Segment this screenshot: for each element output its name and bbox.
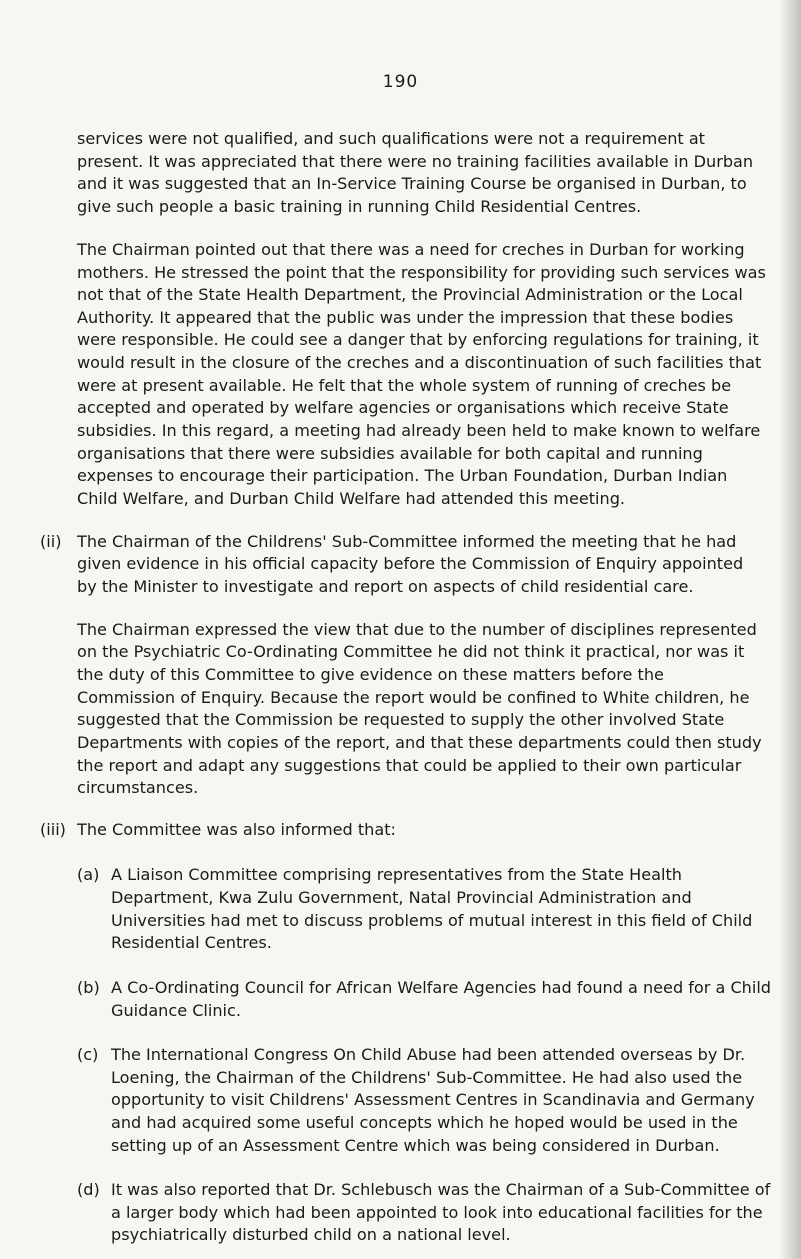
page-edge-shadow <box>779 0 801 1259</box>
item-label-iii: (iii) <box>40 820 66 840</box>
sub-item-text-a: A Liaison Committee comprising representatives from the State Health Department, Kwa Zulu Government, Natal Provincial Administration and Universities had met to discuss problems of mutual interest in this field of Child Residential Centres. <box>111 865 753 953</box>
sub-item-text-d: It was also reported that Dr. Schlebusch was the Chairman of a Sub-Committee of a larger body which had been appointed to look into educational facilities for the psychiatrically disturbed child on a national level. <box>111 1179 771 1245</box>
sub-item-text-c: The International Congress On Child Abuse had been attended overseas by Dr. Loening, the Chairman of the Childrens' Sub-Committee. He had also used the opportunity to visit Childrens' Assessment Centres in Scandinavia and Germany and had acquired some useful concepts which he hoped would be used in the setting up of an Assessment Centre which was being considered in Durban. <box>111 1045 755 1155</box>
paragraph-training: services were not qualified, and such qualifications were not a requirement at present. It was appreciated that there were no training facilities available in Durban and it was suggested that an In-Service Training Course be organised in Durban, to give such people a basic training in running Child Residential Centres. <box>77 129 754 216</box>
sub-item-label-d: (d) <box>77 1179 100 1199</box>
item-label-ii: (ii) <box>40 531 62 551</box>
page-number: 190 <box>382 72 419 92</box>
paragraph-creches: The Chairman pointed out that there was a need for creches in Durban for working mothers. He stressed the point that the responsibility for providing such services was not that of the State Health Department, the Provincial Administration or the Local Authority. It appeared that the public was under the impression that these bodies were responsible. He could see a danger that by enforcing regulations for training, it would result in the closure of the creches and a discontinuation of such facilities that were at present available. He felt that the whole system of running of creches be accepted and operated by welfare agencies or organisations which receive State subsidies. In this regard, a meeting had already been held to make known to welfare organisations that there were subsidies available for both capital and running expenses to encourage their participation. The Urban Foundation, Durban Indian Child Welfare, and Durban Child Welfare had attended this meeting. <box>77 239 766 509</box>
sub-item-label-c: (c) <box>77 1045 99 1065</box>
sub-item-label-b: (b) <box>77 978 100 998</box>
sub-item-text-b: A Co-Ordinating Council for African Welfare Agencies had found a need for a Child Guidance Clinic. <box>111 978 772 1020</box>
item-ii-paragraph-1: The Chairman of the Childrens' Sub-Committee informed the meeting that he had given evidence in his official capacity before the Commission of Enquiry appointed by the Minister to investigate and report on aspects of child residential care. <box>77 531 744 597</box>
item-iii-intro: The Committee was also informed that: <box>77 820 396 840</box>
item-ii-paragraph-2: The Chairman expressed the view that due to the number of disciplines represented on the Psychiatric Co-Ordinating Committee he did not think it practical, nor was it the duty of this Committee to give evidence on these matters before the Commission of Enquiry. Because the report would be confined to White children, he suggested that the Commission be requested to supply the other involved State Departments with copies of the report, and that these departments could then study the report and adapt any suggestions that could be applied to their own particular circumstances. <box>77 619 762 798</box>
sub-item-label-a: (a) <box>77 865 100 885</box>
